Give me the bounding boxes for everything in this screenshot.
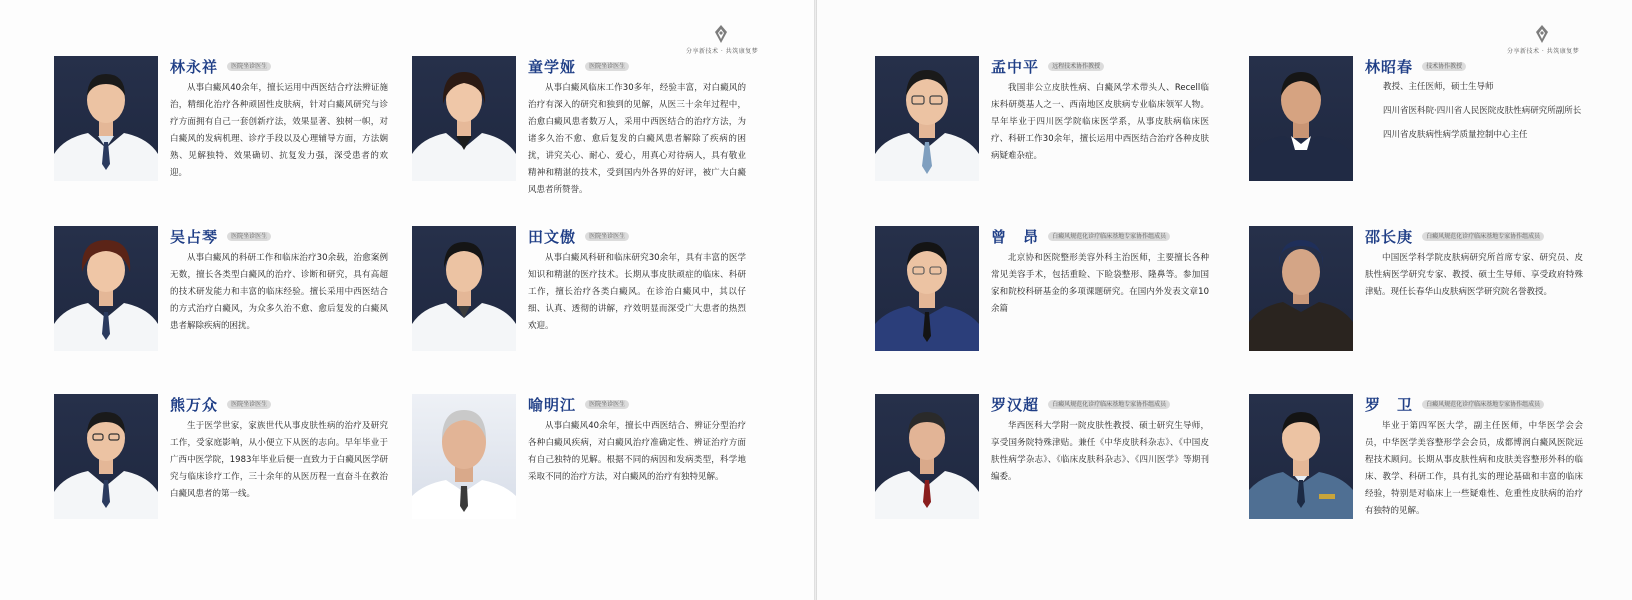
- right-page: [817, 0, 1632, 600]
- doctor-title-badge: 医院坐诊医生: [227, 400, 271, 409]
- doctor-name: 罗 卫: [1365, 396, 1414, 414]
- doctor-title-badge: 医院坐诊医生: [227, 232, 271, 241]
- doctor-card: [54, 56, 394, 206]
- doctor-photo: [875, 394, 979, 519]
- doctor-bio: 北京协和医院整形美容外科主治医师，主要擅长各种常见美容手术，包括重睑、下睑袋整形、隆鼻等。参加国家和院校科研基金的多项课题研究。在国内外发表文章10余篇: [991, 253, 1209, 314]
- doctor-card: [412, 56, 752, 206]
- doctor-title-badge: 白癜风规范化诊疗临床基地专家协作组成员: [1422, 232, 1544, 241]
- doctor-card: [54, 394, 394, 544]
- doctor-title-badge: 白癜风规范化诊疗临床基地专家协作组成员: [1048, 232, 1170, 241]
- doctor-bio: 毕业于第四军医大学，副主任医师，中华医学会会员，中华医学美容整形学会会员，成都博润白癜风医院远程技术顾问。长期从事皮肤性病和皮肤美容整形外科的临床、教学、科研工作，具有扎实的理论基础和丰富的临床经验，特别是对临床上一些疑难性、危重性皮肤病的治疗有独特的见解。: [1365, 421, 1583, 516]
- hospital-logo: [686, 24, 759, 55]
- doctor-photo: [875, 56, 979, 181]
- doctor-photo: [54, 56, 158, 181]
- doctor-bio: 从事白癜风临床工作30多年，经验丰富，对白癜风的治疗有深入的研究和独到的见解，从医三十余年过程中，治愈白癜风患者数万人，采用中西医结合的治疗方法，为诸多久治不愈、愈后复发的白癜风患者解除了疾病的困扰，讲究关心、耐心、爱心，用真心对待病人，具有敬业精神和精湛的技术，受到国内外各界的好评，被广大白癜风患者所赞誉。: [528, 83, 746, 195]
- doctor-photo: [1249, 226, 1353, 351]
- doctor-photo: [875, 226, 979, 351]
- doctor-name: 罗汉超: [991, 396, 1040, 414]
- doctor-card: [875, 226, 1215, 376]
- doctor-bio: 生于医学世家，家族世代从事皮肤性病的治疗及研究工作，受家庭影响，从小便立下从医的志向。早年毕业于广西中医学院，1983年毕业后便一直致力于白癜风医学研究与临床诊疗工作，三十余年的从医历程一直奋斗在救治白癜风患者的第一线。: [170, 421, 388, 499]
- logo-slogan: 分享新技术 · 共筑康复梦: [686, 48, 759, 55]
- doctor-name: 熊万众: [170, 396, 219, 414]
- doctor-card: [875, 394, 1215, 544]
- doctor-bio: 从事白癜风的科研工作和临床治疗30余载，治愈案例无数，擅长各类型白癜风的治疗、诊断和研究，具有高超的技术研发能力和丰富的临床经验。擅长采用中西医结合的方式治疗白癜风，为众多久治不愈、愈后复发的白癜风患者解除疾病的困扰。: [170, 253, 388, 331]
- doctor-title-badge: 技术协作教授: [1422, 62, 1466, 71]
- doctor-title-badge: 医院坐诊医生: [227, 62, 271, 71]
- doctor-photo: [412, 56, 516, 181]
- doctor-photo: [54, 226, 158, 351]
- doctor-card: [412, 394, 752, 544]
- doctor-bio-line: 四川省皮肤病性病学质量控制中心主任: [1383, 130, 1528, 140]
- doctor-title-badge: 白癜风规范化诊疗临床基地专家协作组成员: [1422, 400, 1544, 409]
- doctor-photo: [412, 226, 516, 351]
- doctor-bio: 从事白癜风40余年，擅长运用中西医结合疗法辨证施治，精细化治疗各种顽固性皮肤病，针对白癜风研究与诊疗方面拥有自己一套创新疗法，效果显著、独树一帜，对白癜风的发病机理、诊疗手段以及心理辅导方面，方法娴熟、见解独特、效果确切、抗复发力强，深受患者的欢迎。: [170, 83, 388, 178]
- doctor-name: 田文傲: [528, 228, 577, 246]
- logo-mark-icon: [1531, 24, 1553, 44]
- doctor-card: [54, 226, 394, 376]
- doctor-name: 林永祥: [170, 58, 219, 76]
- doctor-bio-line: 教授、主任医师，硕士生导师: [1383, 82, 1494, 92]
- doctor-card: [1249, 226, 1589, 376]
- doctor-card: [875, 56, 1215, 206]
- doctor-name: 林昭春: [1365, 58, 1414, 76]
- doctor-photo: [1249, 394, 1353, 519]
- doctor-card: [412, 226, 752, 376]
- doctor-title-badge: 白癜风规范化诊疗临床基地专家协作组成员: [1048, 400, 1170, 409]
- doctor-name: 曾 昂: [991, 228, 1040, 246]
- doctor-bio-line: 四川省医科院·四川省人民医院皮肤性病研究所副所长: [1383, 106, 1582, 116]
- doctor-title-badge: 医院坐诊医生: [585, 232, 629, 241]
- left-page: [0, 0, 815, 600]
- doctor-bio: 中国医学科学院皮肤病研究所首席专家、研究员、皮肤性病医学研究专家、教授、硕士生导师、享受政府特殊津贴。现任长春华山皮肤病医学研究院名誉教授。: [1365, 253, 1583, 297]
- doctor-bio: 从事白癜风40余年，擅长中西医结合、辨证分型治疗各种白癜风疾病，对白癜风治疗准确定性、辨证治疗方面有自己独特的见解。根据不同的病因和发病类型，科学地采取不同的治疗方法，对白癜风的治疗有独特见解。: [528, 421, 746, 482]
- doctor-photo: [412, 394, 516, 519]
- doctor-name: 邵长庚: [1365, 228, 1414, 246]
- doctor-card: [1249, 56, 1589, 206]
- doctor-title-badge: 医院坐诊医生: [585, 400, 629, 409]
- doctor-name: 吴占琴: [170, 228, 219, 246]
- doctor-title-badge: 医院坐诊医生: [585, 62, 629, 71]
- hospital-logo: [1507, 24, 1580, 55]
- doctor-card: [1249, 394, 1589, 544]
- doctor-name: 喻明江: [528, 396, 577, 414]
- doctor-name: 孟中平: [991, 58, 1040, 76]
- doctor-title-badge: 远程技术协作教授: [1048, 62, 1104, 71]
- doctor-bio: 我国非公立皮肤性病、白癜风学术带头人、Recell临床科研奠基人之一、西南地区皮肤病专业临床领军人物。早年毕业于四川医学院临床医学系，从事皮肤病临床医疗、科研工作30余年，擅长运用中西医结合治疗各种皮肤病疑难杂症。: [991, 83, 1209, 161]
- doctor-bio-list: [1365, 80, 1583, 152]
- logo-slogan: 分享新技术 · 共筑康复梦: [1507, 48, 1580, 55]
- doctor-name: 童学娅: [528, 58, 577, 76]
- doctor-bio: 从事白癜风科研和临床研究30余年，具有丰富的医学知识和精湛的医疗技术。长期从事皮肤顽症的临床、科研工作，擅长治疗各类白癜风。在诊治白癜风中，其以仔细、认真、透彻的讲解，疗效明显而深受广大患者的热烈欢迎。: [528, 253, 746, 331]
- doctor-photo: [1249, 56, 1353, 181]
- doctor-photo: [54, 394, 158, 519]
- doctor-bio: 华西医科大学附一院皮肤性教授、硕士研究生导师，享受国务院特殊津贴。兼任《中华皮肤科杂志》、《中国皮肤性病学杂志》、《临床皮肤科杂志》、《四川医学》等期刊编委。: [991, 421, 1209, 482]
- logo-mark-icon: [710, 24, 732, 44]
